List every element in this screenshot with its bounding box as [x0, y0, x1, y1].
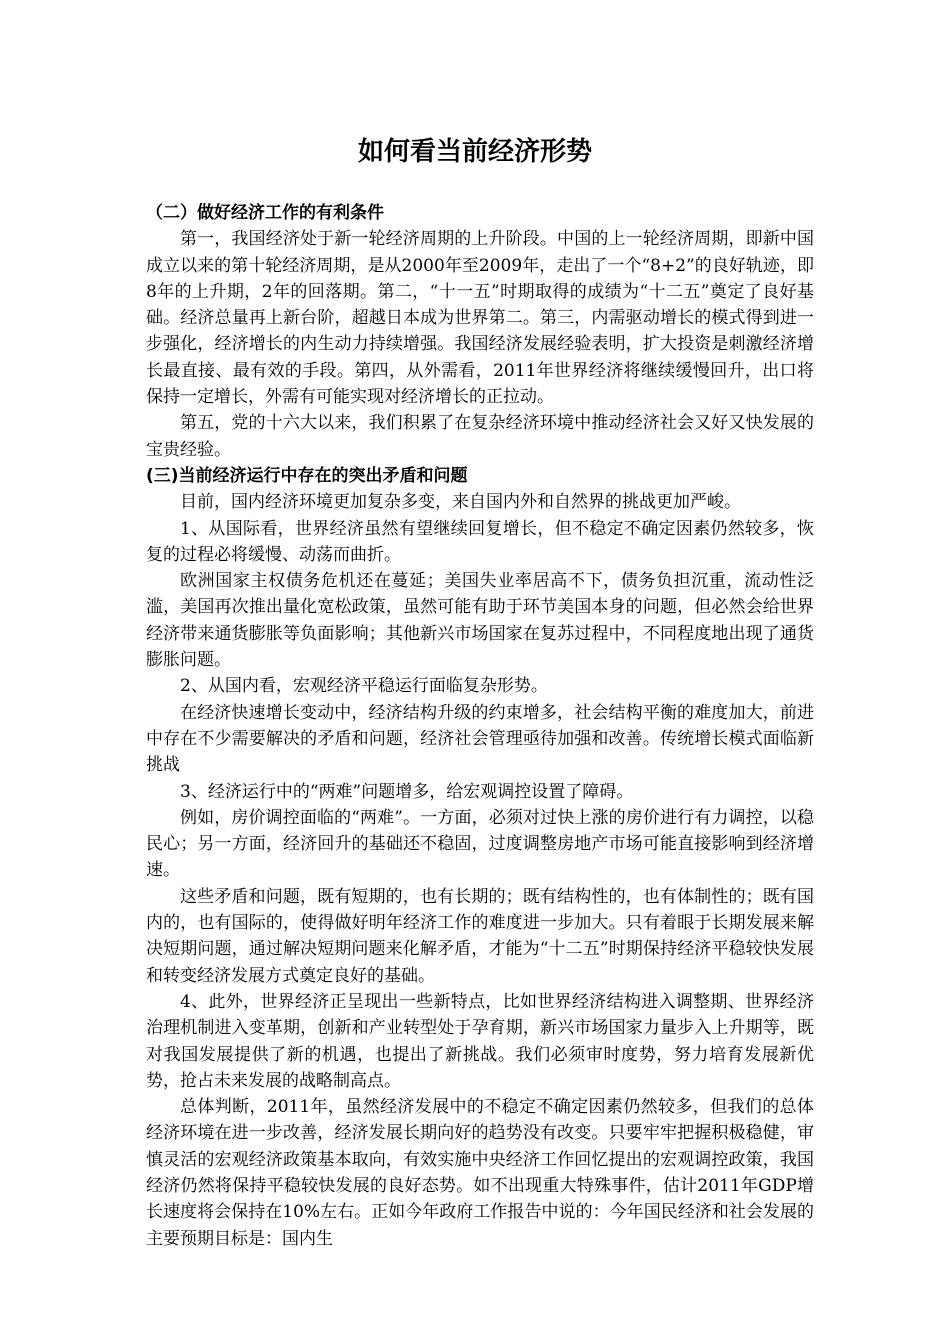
document-title: 如何看当前经济形势	[357, 137, 592, 167]
paragraph: 3、经济运行中的“两难”问题增多，给宏观调控设置了障碍。	[180, 781, 634, 802]
paragraph: 在经济快速增长变动中，经济结构升级的约束增多，社会结构平衡的难度加大，前进中存在不少需要解决的矛盾和问题，经济社会管理亟待加强和改善。传统增长模式面临新挑战	[146, 702, 814, 776]
paragraph: 1、从国际看，世界经济虽然有望继续回复增长，但不稳定不确定因素仍然较多，恢复的过程必将缓慢、动荡而曲折。	[146, 518, 814, 565]
paragraph: 这些矛盾和问题，既有短期的，也有长期的；既有结构性的，也有体制性的；既有国内的，也有国际的，使得做好明年经济工作的难度进一步加大。只有着眼于长期发展来解决短期问题，通过解决短期问题来化解矛盾，才能为“十二五”时期保持经济平稳较快发展和转变经济发展方式奠定良好的基础。	[146, 886, 814, 986]
paragraph: 第一，我国经济处于新一轮经济周期的上升阶段。中国的上一轮经济周期，即新中国成立以来的第十轮经济周期，是从2000年至2009年，走出了一个“8+2”的良好轨迹，即8年的上升期，2年的回落期。第二，“十一五”时期取得的成绩为“十二五”奠定了良好基础。经济总量再上新台阶，超越日本成为世界第二。第三，内需驱动增长的模式得到进一步强化，经济增长的内生动力持续增强。我国经济发展经验表明，扩大投资是刺激经济增长最直接、最有效的手段。第四，从外需看，2011年世界经济将继续缓慢回升，出口将保持一定增长，外需有可能实现对经济增长的正拉动。	[146, 229, 814, 408]
paragraph: 第五，党的十六大以来，我们积累了在复杂经济环境中推动经济社会又好又快发展的宝贵经验。	[146, 413, 814, 460]
paragraph: 例如，房价调控面临的“两难”。一方面，必须对过快上涨的房价进行有力调控，以稳民心；另一方面，经济回升的基础还不稳固，过度调整房地产市场可能直接影响到经济增速。	[146, 807, 814, 881]
section-heading: (三)当前经济运行中存在的突出矛盾和问题	[146, 465, 468, 486]
paragraph: 4、此外，世界经济正呈现出一些新特点，比如世界经济结构进入调整期、世界经济治理机制进入变革期，创新和产业转型处于孕育期，新兴市场国家力量步入上升期等，既对我国发展提供了新的机遇，也提出了新挑战。我们必须审时度势，努力培育发展新优势，抢占未来发展的战略制高点。	[146, 991, 814, 1091]
document-body	[146, 200, 814, 1252]
section-heading: （二）做好经济工作的有利条件	[146, 203, 384, 223]
paragraph: 欧洲国家主权债务危机还在蔓延；美国失业率居高不下，债务负担沉重，流动性泛滥，美国再次推出量化宽松政策，虽然可能有助于环节美国本身的问题，但必然会给世界经济带来通货膨胀等负面影响；其他新兴市场国家在复苏过程中，不同程度地出现了通货膨胀问题。	[146, 571, 814, 671]
paragraph: 目前，国内经济环境更加复杂多变，来自国内外和自然界的挑战更加严峻。	[180, 492, 741, 513]
paragraph: 总体判断，2011年，虽然经济发展中的不稳定不确定因素仍然较多，但我们的总体经济环境在进一步改善，经济发展长期向好的趋势没有改变。只要牢牢把握积极稳健，审慎灵活的宏观经济政策基本取向，有效实施中央经济工作回忆提出的宏观调控政策，我国经济仍然将保持平稳较快发展的良好态势。如不出现重大特殊事件，估计2011年GDP增长速度将会保持在10%左右。正如今年政府工作报告中说的：今年国民经济和社会发展的主要预期目标是：国内生	[146, 1097, 814, 1249]
paragraph: 2、从国内看，宏观经济平稳运行面临复杂形势。	[180, 676, 548, 697]
